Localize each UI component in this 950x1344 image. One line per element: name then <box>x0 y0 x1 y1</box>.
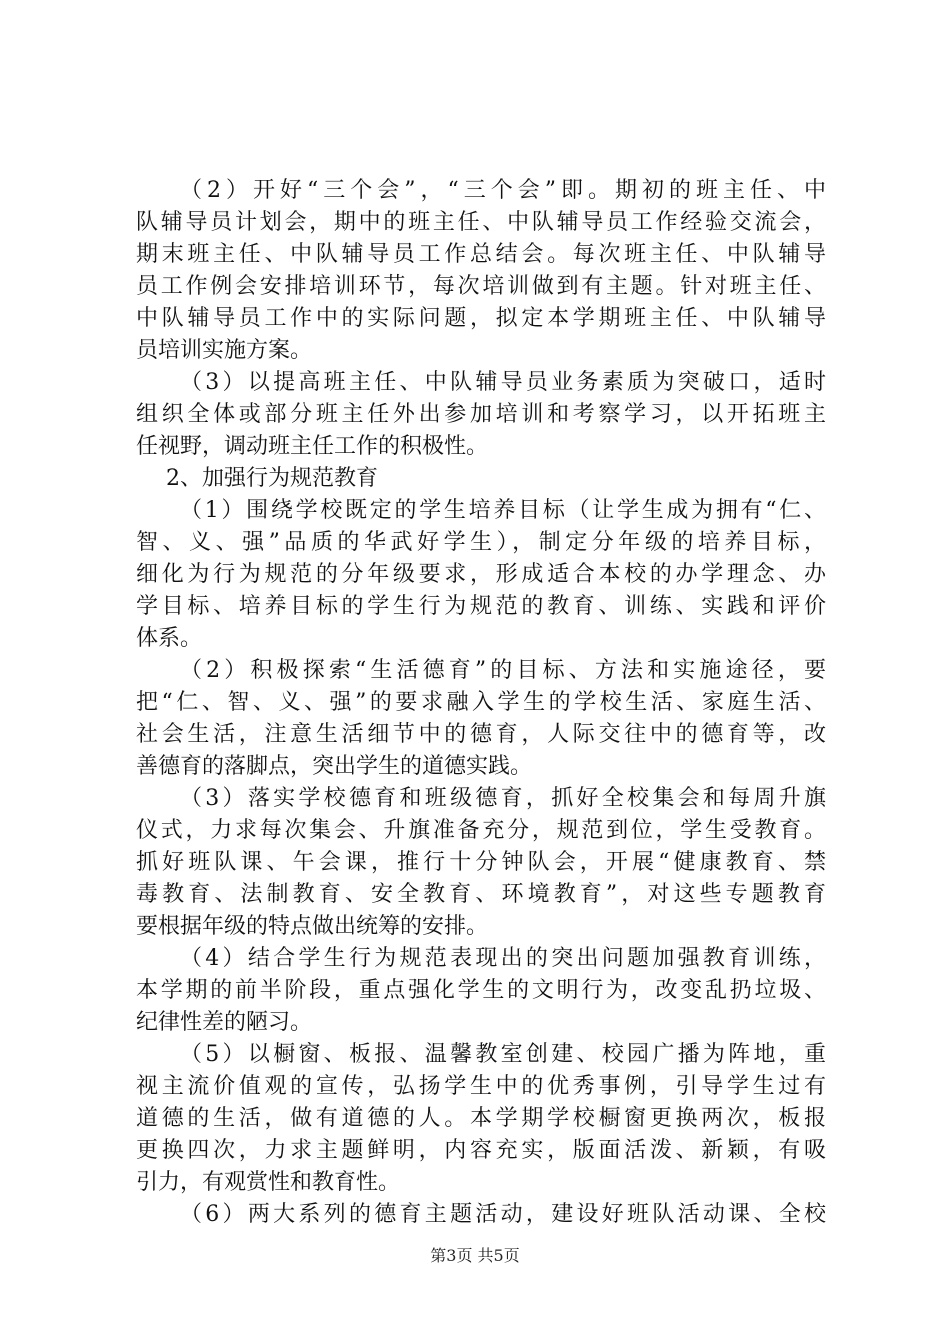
text-line: 善德育的落脚点，突出学生的道德实践。 <box>136 754 533 779</box>
text-line: 抓好班队课、午会课，推行十分钟队会，开展“健康教育、禁 <box>136 850 826 875</box>
text-line: （3）以提高班主任、中队辅导员业务素质为突破口，适时 <box>180 370 826 395</box>
text-line: 更换四次，力求主题鲜明，内容充实，版面活泼、新颖，有吸 <box>136 1138 826 1163</box>
text-line: 学目标、培养目标的学生行为规范的教育、训练、实践和评价 <box>136 594 826 619</box>
text-line: 把“仁、智、义、强”的要求融入学生的学校生活、家庭生活、 <box>136 690 826 715</box>
text-line: （2）积极探索“生活德育”的目标、方法和实施途径，要 <box>180 658 826 683</box>
text-line: 组织全体或部分班主任外出参加培训和考察学习，以开拓班主 <box>136 402 826 427</box>
text-line: 智、义、强”品质的华武好学生），制定分年级的培养目标， <box>136 530 826 555</box>
text-line: 员工作例会安排培训环节，每次培训做到有主题。针对班主任、 <box>136 274 826 299</box>
text-line: 社会生活，注意生活细节中的德育，人际交往中的德育等，改 <box>136 722 826 747</box>
section-heading: 2、加强行为规范教育 <box>166 466 378 491</box>
text-line: 毒教育、法制教育、安全教育、环境教育”，对这些专题教育 <box>136 882 826 907</box>
page-footer: 第3页 共5页 <box>430 1246 520 1265</box>
text-line: 引力，有观赏性和教育性。 <box>136 1170 401 1195</box>
text-line: 细化为行为规范的分年级要求，形成适合本校的办学理念、办 <box>136 562 826 587</box>
text-line: （4）结合学生行为规范表现出的突出问题加强教育训练， <box>180 946 826 971</box>
text-line: 要根据年级的特点做出统筹的安排。 <box>136 914 489 939</box>
text-line: 纪律性差的陋习。 <box>136 1010 313 1035</box>
text-line: 中队辅导员工作中的实际问题，拟定本学期班主任、中队辅导 <box>136 306 826 331</box>
document-body <box>136 175 826 1231</box>
text-line: 员培训实施方案。 <box>136 338 313 363</box>
text-line: （2）开好“三个会”，“三个会”即。期初的班主任、中 <box>180 178 826 203</box>
text-line: （6）两大系列的德育主题活动，建设好班队活动课、全校 <box>180 1202 826 1227</box>
text-line: 队辅导员计划会，期中的班主任、中队辅导员工作经验交流会， <box>136 210 826 235</box>
text-line: 体系。 <box>136 626 203 651</box>
text-line: 任视野，调动班主任工作的积极性。 <box>136 434 489 459</box>
text-line: （5）以橱窗、板报、温馨教室创建、校园广播为阵地，重 <box>180 1042 826 1067</box>
text-line: 期末班主任、中队辅导员工作总结会。每次班主任、中队辅导 <box>136 242 826 267</box>
text-line: 本学期的前半阶段，重点强化学生的文明行为，改变乱扔垃圾、 <box>136 978 826 1003</box>
text-line: （1）围绕学校既定的学生培养目标（让学生成为拥有“仁、 <box>180 498 826 523</box>
text-line: 视主流价值观的宣传，弘扬学生中的优秀事例，引导学生过有 <box>136 1074 826 1099</box>
text-line: 仪式，力求每次集会、升旗准备充分，规范到位，学生受教育。 <box>136 818 826 843</box>
text-line: 道德的生活，做有道德的人。本学期学校橱窗更换两次，板报 <box>136 1106 826 1131</box>
text-line: （3）落实学校德育和班级德育，抓好全校集会和每周升旗 <box>180 786 826 811</box>
